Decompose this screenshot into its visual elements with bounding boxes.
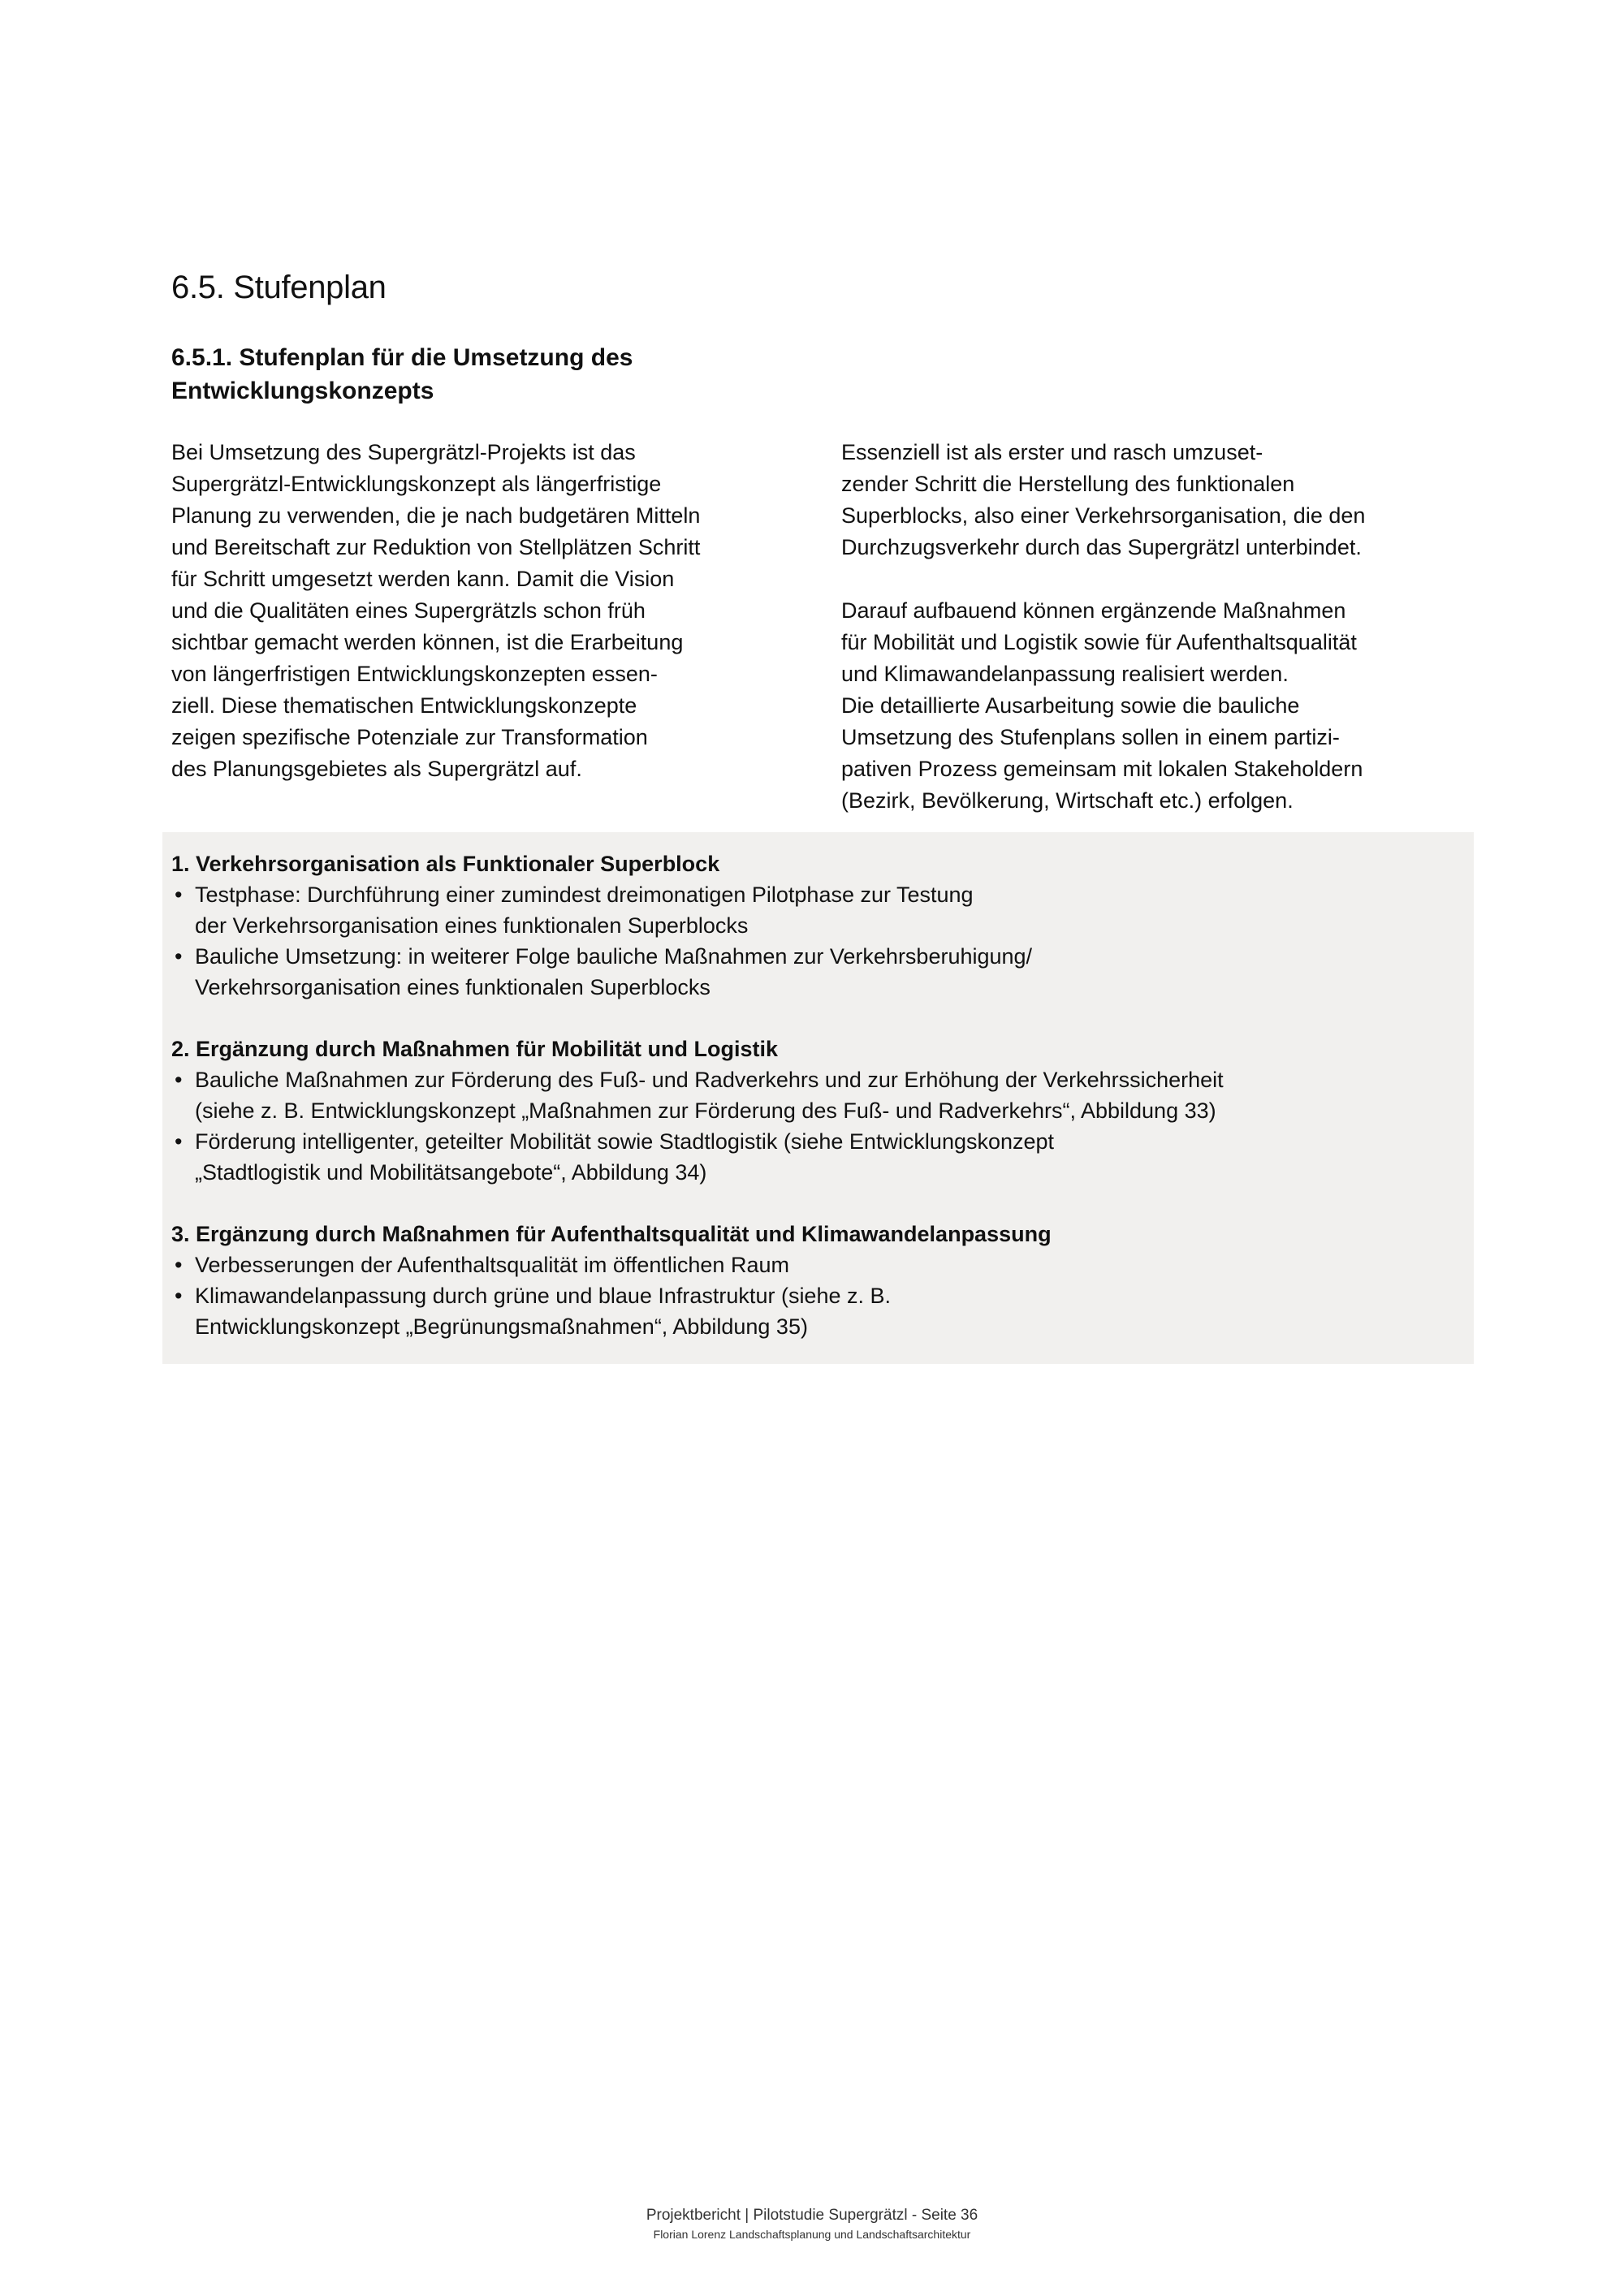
bullet-dot-icon: • xyxy=(175,944,183,969)
text-line: ziell. Diese thematischen Entwicklungskonzepte xyxy=(171,693,637,718)
bullet-item xyxy=(171,1064,1462,1126)
bullet-text-line: Förderung intelligenter, geteilter Mobilität sowie Stadtlogistik (siehe Entwicklungskonzept xyxy=(195,1129,1055,1154)
text-line: von längerfristigen Entwicklungskonzepten essen- xyxy=(171,662,658,686)
bullet-item xyxy=(171,879,1462,941)
bullet-text-line: Verkehrsorganisation eines funktionalen Superblocks xyxy=(195,975,710,999)
bullet-dot-icon: • xyxy=(175,883,183,907)
bullet-text-line: Entwicklungskonzept „Begrünungsmaßnahmen“, Abbildung 35) xyxy=(195,1314,808,1339)
footer-author: Florian Lorenz Landschaftsplanung und Landschaftsarchitektur xyxy=(653,2228,971,2241)
bullet-text-line: Verbesserungen der Aufenthaltsqualität im öffentlichen Raum xyxy=(195,1253,789,1277)
step-heading: 3. Ergänzung durch Maßnahmen für Aufenthaltsqualität und Klimawandelanpassung xyxy=(171,1222,1052,1246)
text-line: Essenziell ist als erster und rasch umzuset- xyxy=(841,440,1263,464)
text-line: Umsetzung des Stufenplans sollen in einem partizi- xyxy=(841,725,1340,749)
bullet-item xyxy=(171,1280,1462,1342)
text-line: für Schritt umgesetzt werden kann. Damit die Vision xyxy=(171,567,675,591)
bullet-text-line: „Stadtlogistik und Mobilitätsangebote“, Abbildung 34) xyxy=(195,1160,707,1185)
right-text-column xyxy=(841,437,1491,817)
text-line: Durchzugsverkehr durch das Supergrätzl unterbindet. xyxy=(841,535,1362,559)
section-title: 6.5. Stufenplan xyxy=(171,270,387,305)
step-heading: 1. Verkehrsorganisation als Funktionaler Superblock xyxy=(171,852,720,876)
text-line: für Mobilität und Logistik sowie für Aufenthaltsqualität xyxy=(841,630,1357,654)
text-line: des Planungsgebietes als Supergrätzl auf. xyxy=(171,757,582,781)
step-heading: 2. Ergänzung durch Maßnahmen für Mobilität und Logistik xyxy=(171,1037,778,1061)
subsection-title xyxy=(171,341,788,408)
text-line: Bei Umsetzung des Supergrätzl-Projekts ist das xyxy=(171,440,636,464)
bullet-text-line: Testphase: Durchführung einer zumindest dreimonatigen Pilotphase zur Testung xyxy=(195,883,974,907)
subsection-title-line: 6.5.1. Stufenplan für die Umsetzung des xyxy=(171,344,633,371)
left-text-column xyxy=(171,437,813,785)
text-line: Darauf aufbauend können ergänzende Maßnahmen xyxy=(841,598,1346,623)
paragraph-spacer xyxy=(841,563,1491,595)
stufenplan-box xyxy=(162,832,1474,1364)
bullet-item xyxy=(171,1126,1462,1188)
text-line: (Bezirk, Bevölkerung, Wirtschaft etc.) erfolgen. xyxy=(841,788,1294,813)
bullet-text-line: der Verkehrsorganisation eines funktionalen Superblocks xyxy=(195,913,749,938)
text-line: zender Schritt die Herstellung des funktionalen xyxy=(841,472,1295,496)
text-line: Die detaillierte Ausarbeitung sowie die bauliche xyxy=(841,693,1300,718)
bullet-item xyxy=(171,941,1462,1003)
text-line: Planung zu verwenden, die je nach budgetären Mitteln xyxy=(171,503,701,528)
footer-report-title: Projektbericht | Pilotstudie Supergrätzl - Seite 36 xyxy=(646,2207,978,2224)
text-line: zeigen spezifische Potenziale zur Transformation xyxy=(171,725,648,749)
text-line: Superblocks, also einer Verkehrsorganisation, die den xyxy=(841,503,1366,528)
text-line: und Klimawandelanpassung realisiert werden. xyxy=(841,662,1289,686)
bullet-text-line: Bauliche Umsetzung: in weiterer Folge bauliche Maßnahmen zur Verkehrsberuhigung/ xyxy=(195,944,1033,969)
page-footer xyxy=(0,2205,1624,2242)
bullet-text-line: (siehe z. B. Entwicklungskonzept „Maßnahmen zur Förderung des Fuß- und Radverkehrs“, Abbildung 33) xyxy=(195,1098,1216,1123)
bullet-dot-icon: • xyxy=(175,1068,183,1092)
bullet-dot-icon: • xyxy=(175,1129,183,1154)
step-3 xyxy=(171,1219,1462,1342)
text-line: und Bereitschaft zur Reduktion von Stellplätzen Schritt xyxy=(171,535,701,559)
text-line: und die Qualitäten eines Supergrätzls schon früh xyxy=(171,598,646,623)
bullet-dot-icon: • xyxy=(175,1253,183,1277)
bullet-dot-icon: • xyxy=(175,1284,183,1308)
step-1 xyxy=(171,848,1462,1003)
bullet-item xyxy=(171,1249,1462,1280)
stufenplan-list xyxy=(171,848,1462,1373)
text-line: Supergrätzl-Entwicklungskonzept als längerfristige xyxy=(171,472,662,496)
step-2 xyxy=(171,1034,1462,1188)
subsection-title-line: Entwicklungskonzepts xyxy=(171,378,434,404)
bullet-text-line: Klimawandelanpassung durch grüne und blaue Infrastruktur (siehe z. B. xyxy=(195,1284,891,1308)
text-line: sichtbar gemacht werden können, ist die Erarbeitung xyxy=(171,630,684,654)
right-paragraph-2 xyxy=(841,595,1491,817)
text-line: pativen Prozess gemeinsam mit lokalen Stakeholdern xyxy=(841,757,1363,781)
bullet-text-line: Bauliche Maßnahmen zur Förderung des Fuß- und Radverkehrs und zur Erhöhung der Verkehrssicherheit xyxy=(195,1068,1224,1092)
right-paragraph-1 xyxy=(841,437,1491,563)
